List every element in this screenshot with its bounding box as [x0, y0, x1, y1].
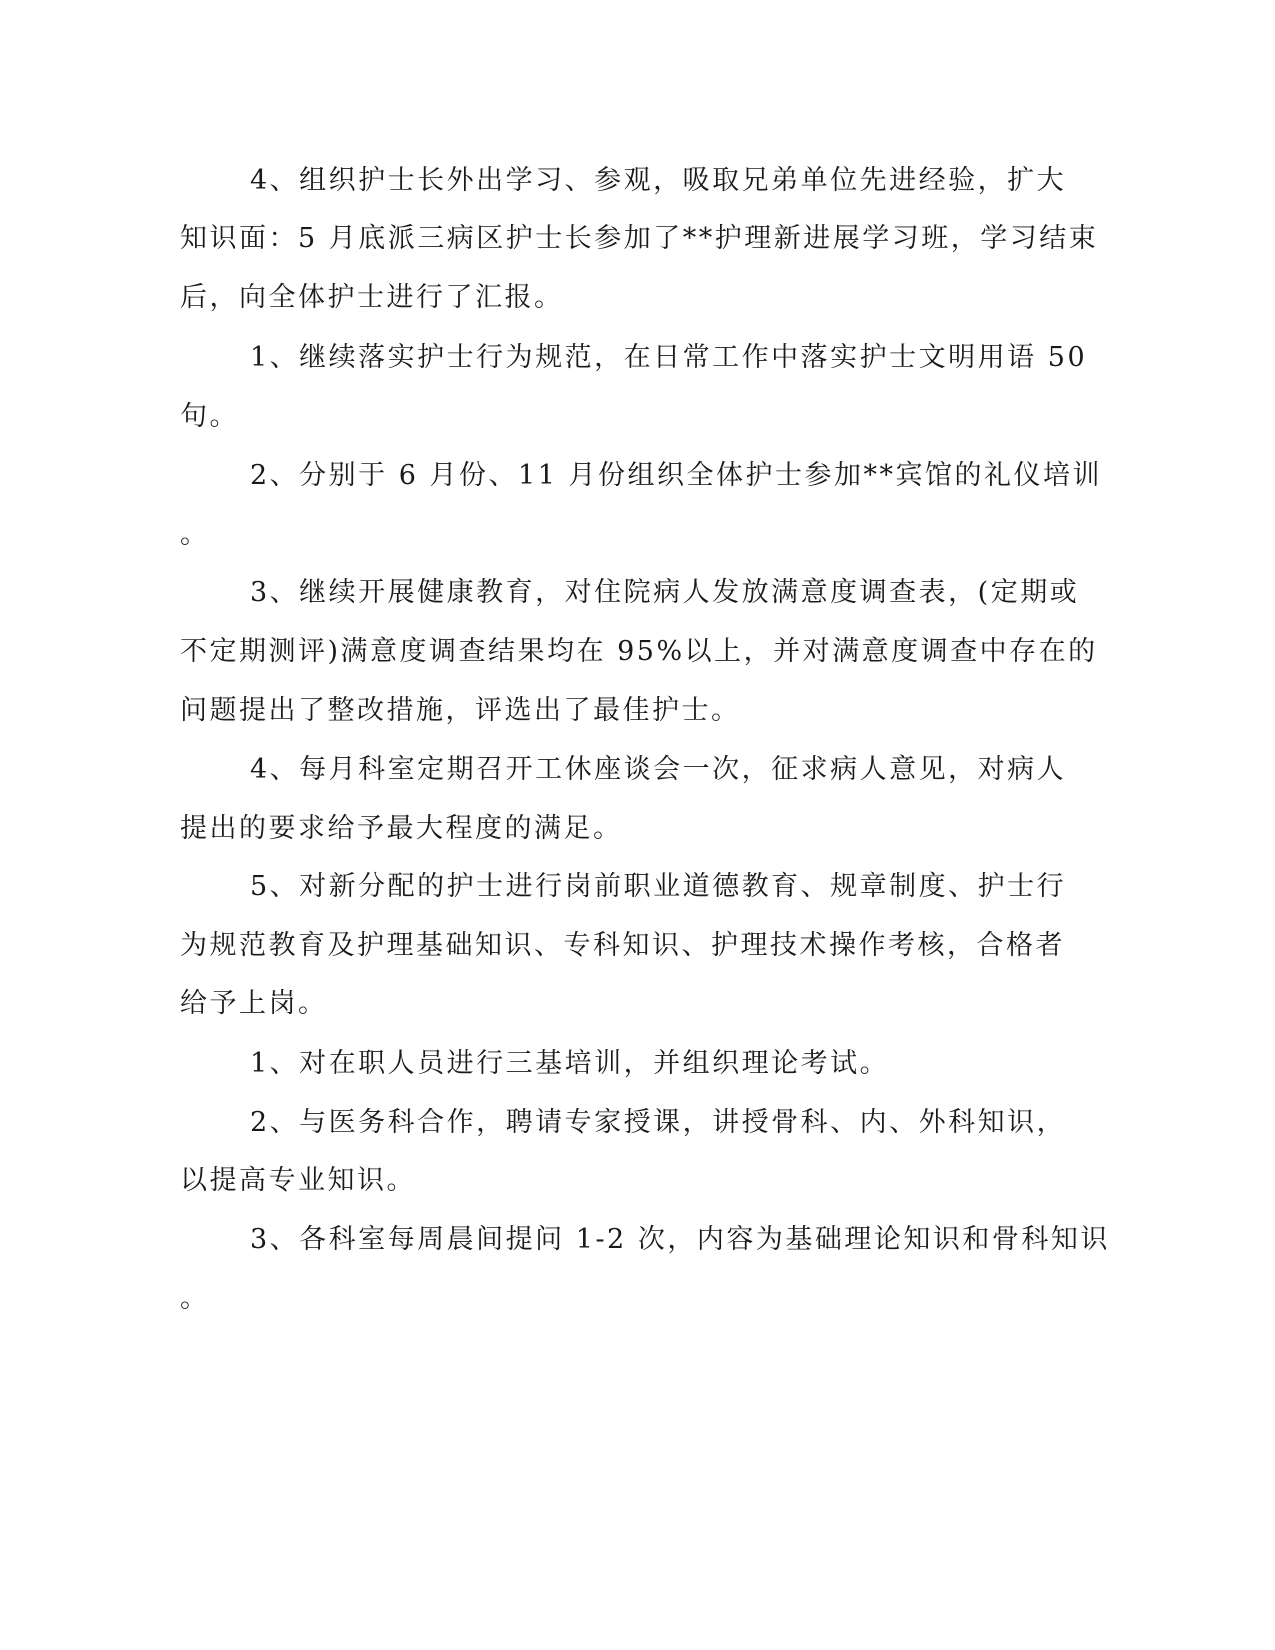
paragraph-8-line-2: 以提高专业知识。	[180, 1165, 416, 1196]
paragraph-6-line-3: 给予上岗。	[180, 988, 328, 1019]
paragraph-9-line-1: 3、各科室每周晨间提问 1-2 次，内容为基础理论知识和骨科知识	[250, 1224, 1110, 1255]
paragraph-6-line-2: 为规范教育及护理基础知识、专科知识、护理技术操作考核，合格者	[180, 930, 1065, 961]
paragraph-6-line-1: 5、对新分配的护士进行岗前职业道德教育、规章制度、护士行	[250, 871, 1067, 902]
paragraph-1-line-1: 4、组织护士长外出学习、参观，吸取兄弟单位先进经验，扩大	[250, 165, 1067, 196]
paragraph-3-line-1: 2、分别于 6 月份、11 月份组织全体护士参加**宾馆的礼仪培训	[250, 460, 1102, 491]
paragraph-5-line-2: 提出的要求给予最大程度的满足。	[180, 813, 623, 844]
paragraph-4-line-1: 3、继续开展健康教育，对住院病人发放满意度调查表，(定期或	[250, 577, 1080, 608]
paragraph-3-line-2: 。	[180, 519, 210, 550]
paragraph-2-line-2: 句。	[180, 401, 239, 432]
paragraph-7-line-1: 1、对在职人员进行三基培训，并组织理论考试。	[250, 1048, 890, 1079]
paragraph-5-line-1: 4、每月科室定期召开工休座谈会一次，征求病人意见，对病人	[250, 754, 1067, 785]
paragraph-4-line-3: 问题提出了整改措施，评选出了最佳护士。	[180, 695, 741, 726]
paragraph-2-line-1: 1、继续落实护士行为规范，在日常工作中落实护士文明用语 50	[250, 342, 1088, 373]
paragraph-1-line-2: 知识面：5 月底派三病区护士长参加了**护理新进展学习班，学习结束	[180, 223, 1099, 254]
paragraph-9-line-2: 。	[180, 1283, 210, 1314]
paragraph-1-line-3: 后，向全体护士进行了汇报。	[180, 282, 564, 313]
paragraph-4-line-2: 不定期测评)满意度调查结果均在 95%以上，并对满意度调查中存在的	[180, 636, 1098, 667]
paragraph-8-line-1: 2、与医务科合作，聘请专家授课，讲授骨科、内、外科知识，	[250, 1107, 1067, 1138]
